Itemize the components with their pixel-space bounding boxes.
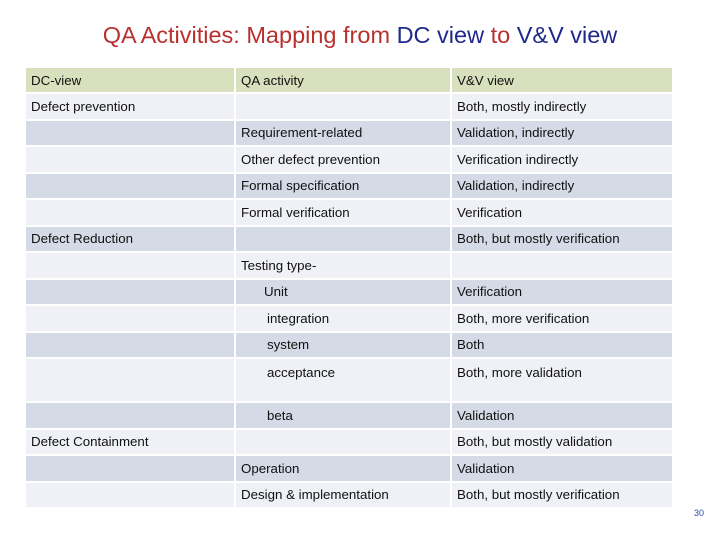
table-row <box>26 253 672 278</box>
table-row <box>26 94 672 119</box>
cell-qa: Design & implementation <box>236 483 450 508</box>
table-header-row <box>26 68 672 92</box>
cell-vv: Verification <box>452 200 672 225</box>
cell-qa: Operation <box>236 456 450 481</box>
cell-qa: Formal verification <box>236 200 450 225</box>
cell-vv: Both, but mostly verification <box>452 227 672 252</box>
cell-vv: Verification indirectly <box>452 147 672 172</box>
cell-vv: Validation, indirectly <box>452 121 672 146</box>
header-dc-view: DC-view <box>26 68 234 92</box>
cell-dc <box>26 147 234 172</box>
table-row <box>26 456 672 481</box>
cell-dc <box>26 280 234 305</box>
table-row <box>26 306 672 331</box>
cell-qa: Unit <box>236 280 450 305</box>
header-vv-view: V&V view <box>452 68 672 92</box>
cell-qa: beta <box>236 403 450 428</box>
table-row <box>26 147 672 172</box>
cell-qa <box>236 430 450 455</box>
cell-vv: Both, more validation <box>452 359 672 401</box>
table-row <box>26 200 672 225</box>
cell-vv: Both, mostly indirectly <box>452 94 672 119</box>
cell-qa: Requirement-related <box>236 121 450 146</box>
title-vv-view: V&V view <box>516 22 618 48</box>
cell-dc <box>26 456 234 481</box>
table-row <box>26 483 672 508</box>
table-row <box>26 403 672 428</box>
cell-dc <box>26 253 234 278</box>
cell-vv: Both, but mostly verification <box>452 483 672 508</box>
cell-vv: Validation, indirectly <box>452 174 672 199</box>
table-row <box>26 121 672 146</box>
table-row <box>26 227 672 252</box>
cell-qa <box>236 94 450 119</box>
title-connector: to <box>484 22 517 48</box>
cell-qa <box>236 227 450 252</box>
cell-dc <box>26 121 234 146</box>
cell-dc: Defect Containment <box>26 430 234 455</box>
cell-qa: integration <box>236 306 450 331</box>
cell-qa: acceptance <box>236 359 450 401</box>
table-row <box>26 174 672 199</box>
cell-qa: Testing type- <box>236 253 450 278</box>
page-number: 30 <box>693 508 704 518</box>
slide-title <box>0 22 720 49</box>
cell-dc <box>26 359 234 401</box>
cell-dc <box>26 174 234 199</box>
cell-vv: Both <box>452 333 672 358</box>
header-qa-activity: QA activity <box>236 68 450 92</box>
cell-vv: Both, but mostly validation <box>452 430 672 455</box>
cell-dc <box>26 483 234 508</box>
table-row <box>26 359 672 401</box>
cell-vv: Verification <box>452 280 672 305</box>
cell-dc <box>26 333 234 358</box>
cell-dc: Defect prevention <box>26 94 234 119</box>
cell-vv: Both, more verification <box>452 306 672 331</box>
cell-dc <box>26 200 234 225</box>
cell-qa: Formal specification <box>236 174 450 199</box>
cell-vv: Validation <box>452 456 672 481</box>
cell-vv: Validation <box>452 403 672 428</box>
mapping-table <box>24 66 674 509</box>
table-row <box>26 333 672 358</box>
table-row <box>26 430 672 455</box>
title-lead: QA Activities: Mapping from <box>102 22 397 48</box>
cell-qa: Other defect prevention <box>236 147 450 172</box>
cell-dc <box>26 306 234 331</box>
cell-dc <box>26 403 234 428</box>
cell-qa: system <box>236 333 450 358</box>
cell-dc: Defect Reduction <box>26 227 234 252</box>
title-dc-view: DC view <box>396 22 485 48</box>
table-row <box>26 280 672 305</box>
cell-vv <box>452 253 672 278</box>
